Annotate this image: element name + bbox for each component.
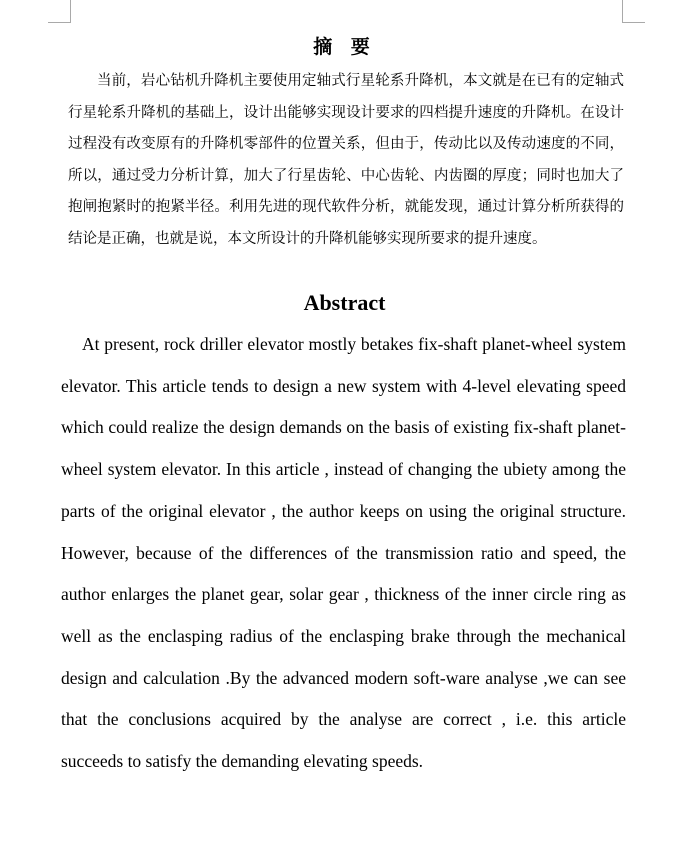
page-corner-mark-top-right xyxy=(622,0,645,23)
chinese-abstract-body: 当前，岩心钻机升降机主要使用定轴式行星轮系升降机，本文就是在已有的定轴式行星轮系升降机的基础上，设计出能够实现设计要求的四档提升速度的升降机。在设计过程没有改变原有的升降机零部件的位置关系，但由于，传动比以及传动速度的不同，所以，通过受力分析计算，加大了行星齿轮、中心齿轮、内齿圈的厚度；同时也加大了抱闸抱紧时的抱紧半径。利用先进的现代软件分析，就能发现，通过计算分析所获得的结论是正确，也就是说，本文所设计的升降机能够实现所要求的提升速度。 xyxy=(68,73,624,247)
chinese-abstract-title: 摘 要 xyxy=(313,36,376,58)
english-abstract-body: At present, rock driller elevator mostly betakes fix-shaft planet-wheel system elevator. This article tends to design a new system with 4-level elevating speed which could realize the design demands on the basis of existing fix-shaft planet-wheel system elevator. In this article , instead of changing the ubiety among the parts of the original elevator , the author keeps on using the original structure. However, because of the differences of the transmission ratio and speed, the author enlarges the planet gear, solar gear , thickness of the inner circle ring as well as the enclasping radius of the enclasping brake through the mechanical design and calculation .By the advanced modern soft-ware analyse ,we can see that the conclusions acquired by the analyse are correct , i.e. this article succeeds to satisfy the demanding elevating speeds. xyxy=(61,334,626,772)
page-corner-mark-top-left xyxy=(48,0,71,23)
english-abstract-title: Abstract xyxy=(303,290,386,315)
